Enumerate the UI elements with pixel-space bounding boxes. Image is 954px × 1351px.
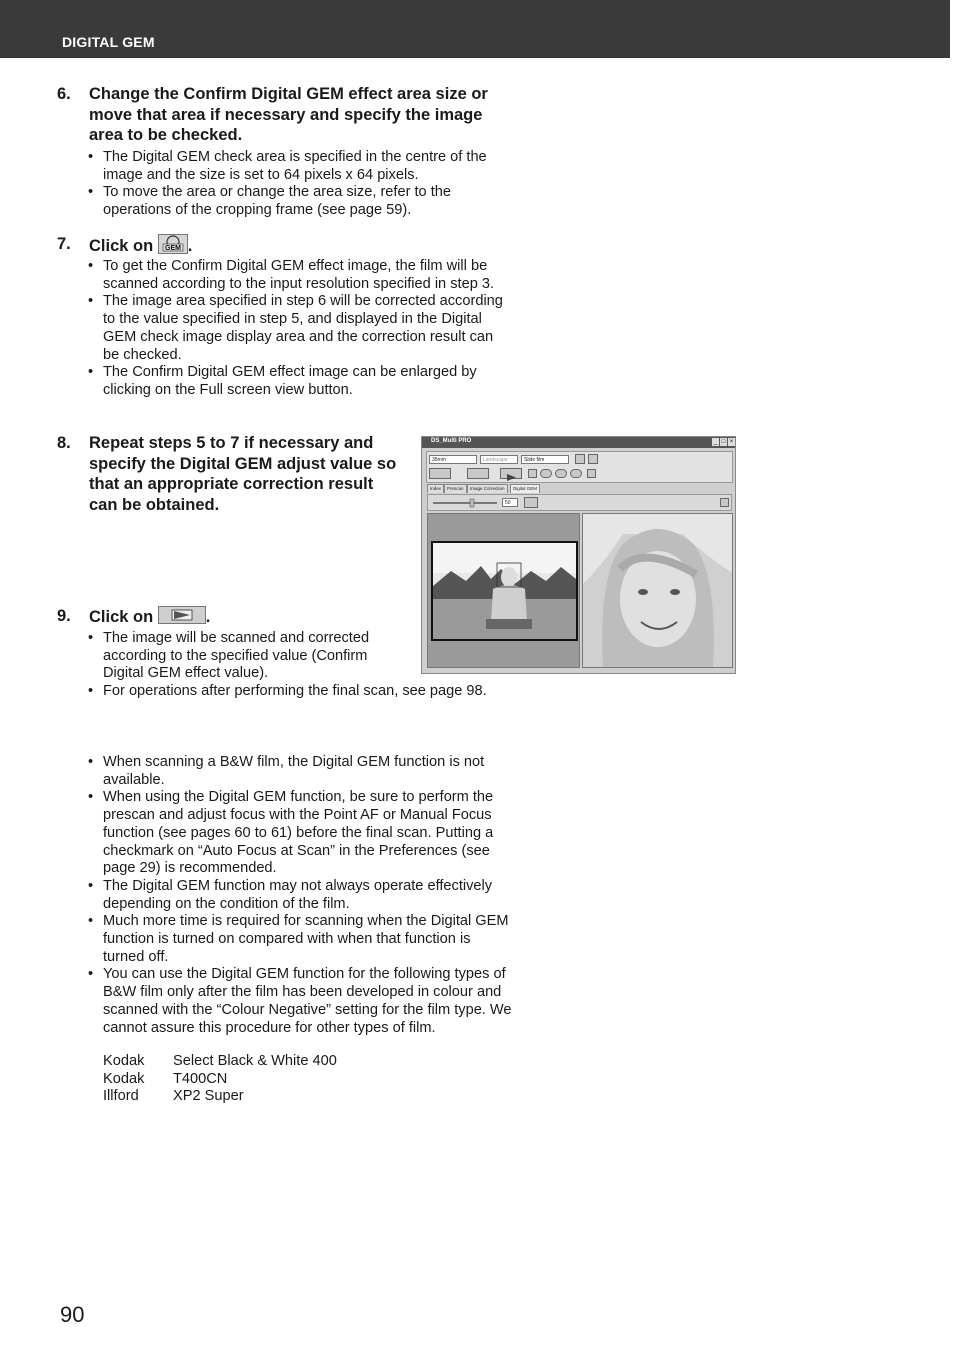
gem-slider[interactable] xyxy=(430,495,500,510)
prescan-image xyxy=(431,541,578,641)
note-item: • The Digital GEM function may not always operate effectively depending on the condition of the film. xyxy=(88,878,513,913)
bullet-item: • The Digital GEM check area is specified in the centre of the image and the size is set to 64 pixels x 64 pixels. xyxy=(88,149,513,184)
film-name: Select Black & White 400 xyxy=(173,1053,337,1069)
scanner-toolbar xyxy=(426,451,733,483)
gem-check-icon[interactable] xyxy=(524,497,538,508)
tool-icon[interactable] xyxy=(587,469,596,478)
bullet-item: • The image will be scanned and corrected according to the specified value (Confirm Digital GEM effect value). xyxy=(88,630,403,683)
step-text: Change the Confirm Digital GEM effect area size or move that area if necessary and specify the image area to be checked. xyxy=(89,85,488,144)
bullet-list-6 xyxy=(88,149,513,220)
svg-text:GEM: GEM xyxy=(164,245,181,252)
window-title: DS_Multi PRO xyxy=(431,438,472,444)
film-name: XP2 Super xyxy=(173,1088,244,1105)
gem-controls xyxy=(427,494,732,511)
film-brand: Illford xyxy=(103,1088,139,1105)
page-number: 90 xyxy=(60,1302,85,1327)
tab-index[interactable]: Index xyxy=(427,484,444,493)
note-item: • When using the Digital GEM function, be sure to perform the prescan and adjust focus with the Point AF or Manual Focus function (see pages 60 to 61) before the final scan. Putting a checkmark on “Auto Focus at Scan” in the Preferences (see page 29) is recommended. xyxy=(88,789,513,878)
gem-icon[interactable] xyxy=(570,469,582,478)
scan-button[interactable] xyxy=(500,468,522,479)
bullet-item: • The image area specified in step 6 will be corrected according to the value specified in step 5, and displayed in the Digital GEM check image display area and the correction result can be checked. xyxy=(88,293,513,364)
bullet-item: • To get the Confirm Digital GEM effect image, the film will be scanned according to the input resolution specified in step 3. xyxy=(88,258,513,293)
gem-value-field[interactable]: 50 xyxy=(502,498,518,507)
ice-icon[interactable] xyxy=(540,469,552,478)
settings-icon[interactable] xyxy=(588,454,598,464)
eject-icon[interactable] xyxy=(528,469,537,478)
software-screenshot xyxy=(421,436,736,674)
step-number: 7. xyxy=(57,235,71,253)
note-item: • You can use the Digital GEM function for the following types of B&W film only after the film has been developed in colour and scanned with the “Colour Negative” setting for the film type. We cannot assure this procedure for other types of film. xyxy=(88,966,513,1037)
step-number: 6. xyxy=(57,85,71,103)
step-label: Click on xyxy=(89,608,154,627)
full-screen-icon[interactable] xyxy=(720,498,729,507)
step-text: Repeat steps 5 to 7 if necessary and specify the Digital GEM adjust value so that an appropriate correction result can be obtained. xyxy=(89,434,397,514)
close-icon[interactable]: × xyxy=(729,439,734,445)
tab-prescan[interactable]: Prescan xyxy=(444,484,467,493)
tab-image-correction[interactable]: Image Correction xyxy=(467,484,508,493)
note-item: • When scanning a B&W film, the Digital GEM function is not available. xyxy=(88,754,513,789)
period: . xyxy=(187,237,193,256)
gem-check-pane xyxy=(582,513,733,668)
window-titlebar xyxy=(422,437,735,448)
roc-icon[interactable] xyxy=(555,469,567,478)
minimize-icon[interactable]: _ xyxy=(713,439,718,445)
gem-icon xyxy=(158,234,188,260)
step-number: 8. xyxy=(57,434,71,452)
prescan-button[interactable] xyxy=(467,468,489,479)
gem-check-image xyxy=(583,514,733,668)
step-text xyxy=(89,234,509,260)
film-brand: Kodak xyxy=(103,1070,145,1087)
bullet-item: • For operations after performing the final scan, see page 98. xyxy=(88,683,513,701)
prescan-pane xyxy=(427,513,580,668)
notes-list xyxy=(88,754,513,1037)
eject-icon[interactable] xyxy=(575,454,585,464)
maximize-icon[interactable]: □ xyxy=(721,439,726,445)
section-title: DIGITAL GEM xyxy=(62,34,155,50)
tab-digital-gem[interactable]: Digital GEM xyxy=(510,484,540,493)
step-number: 9. xyxy=(57,607,71,625)
index-scan-button[interactable] xyxy=(429,468,451,479)
bullet-item: • To move the area or change the area size, refer to the operations of the cropping frame (see page 59). xyxy=(88,184,513,219)
film-format-select[interactable]: 35mm xyxy=(429,455,477,464)
period: . xyxy=(205,608,211,627)
film-type-select[interactable]: Slide film xyxy=(521,455,569,464)
bullet-item: • The Confirm Digital GEM effect image can be enlarged by clicking on the Full screen view button. xyxy=(88,364,513,399)
film-brand: Kodak xyxy=(103,1053,145,1069)
bullet-list-7 xyxy=(88,258,513,400)
step-label: Click on xyxy=(89,237,154,256)
scan-icon xyxy=(158,606,206,630)
film-name: T400CN xyxy=(173,1070,228,1087)
header-bar xyxy=(0,0,950,58)
orientation-select[interactable]: Landscape xyxy=(480,455,518,464)
note-item: • Much more time is required for scanning when the Digital GEM function is turned on compared with when that function is turned off. xyxy=(88,913,513,966)
